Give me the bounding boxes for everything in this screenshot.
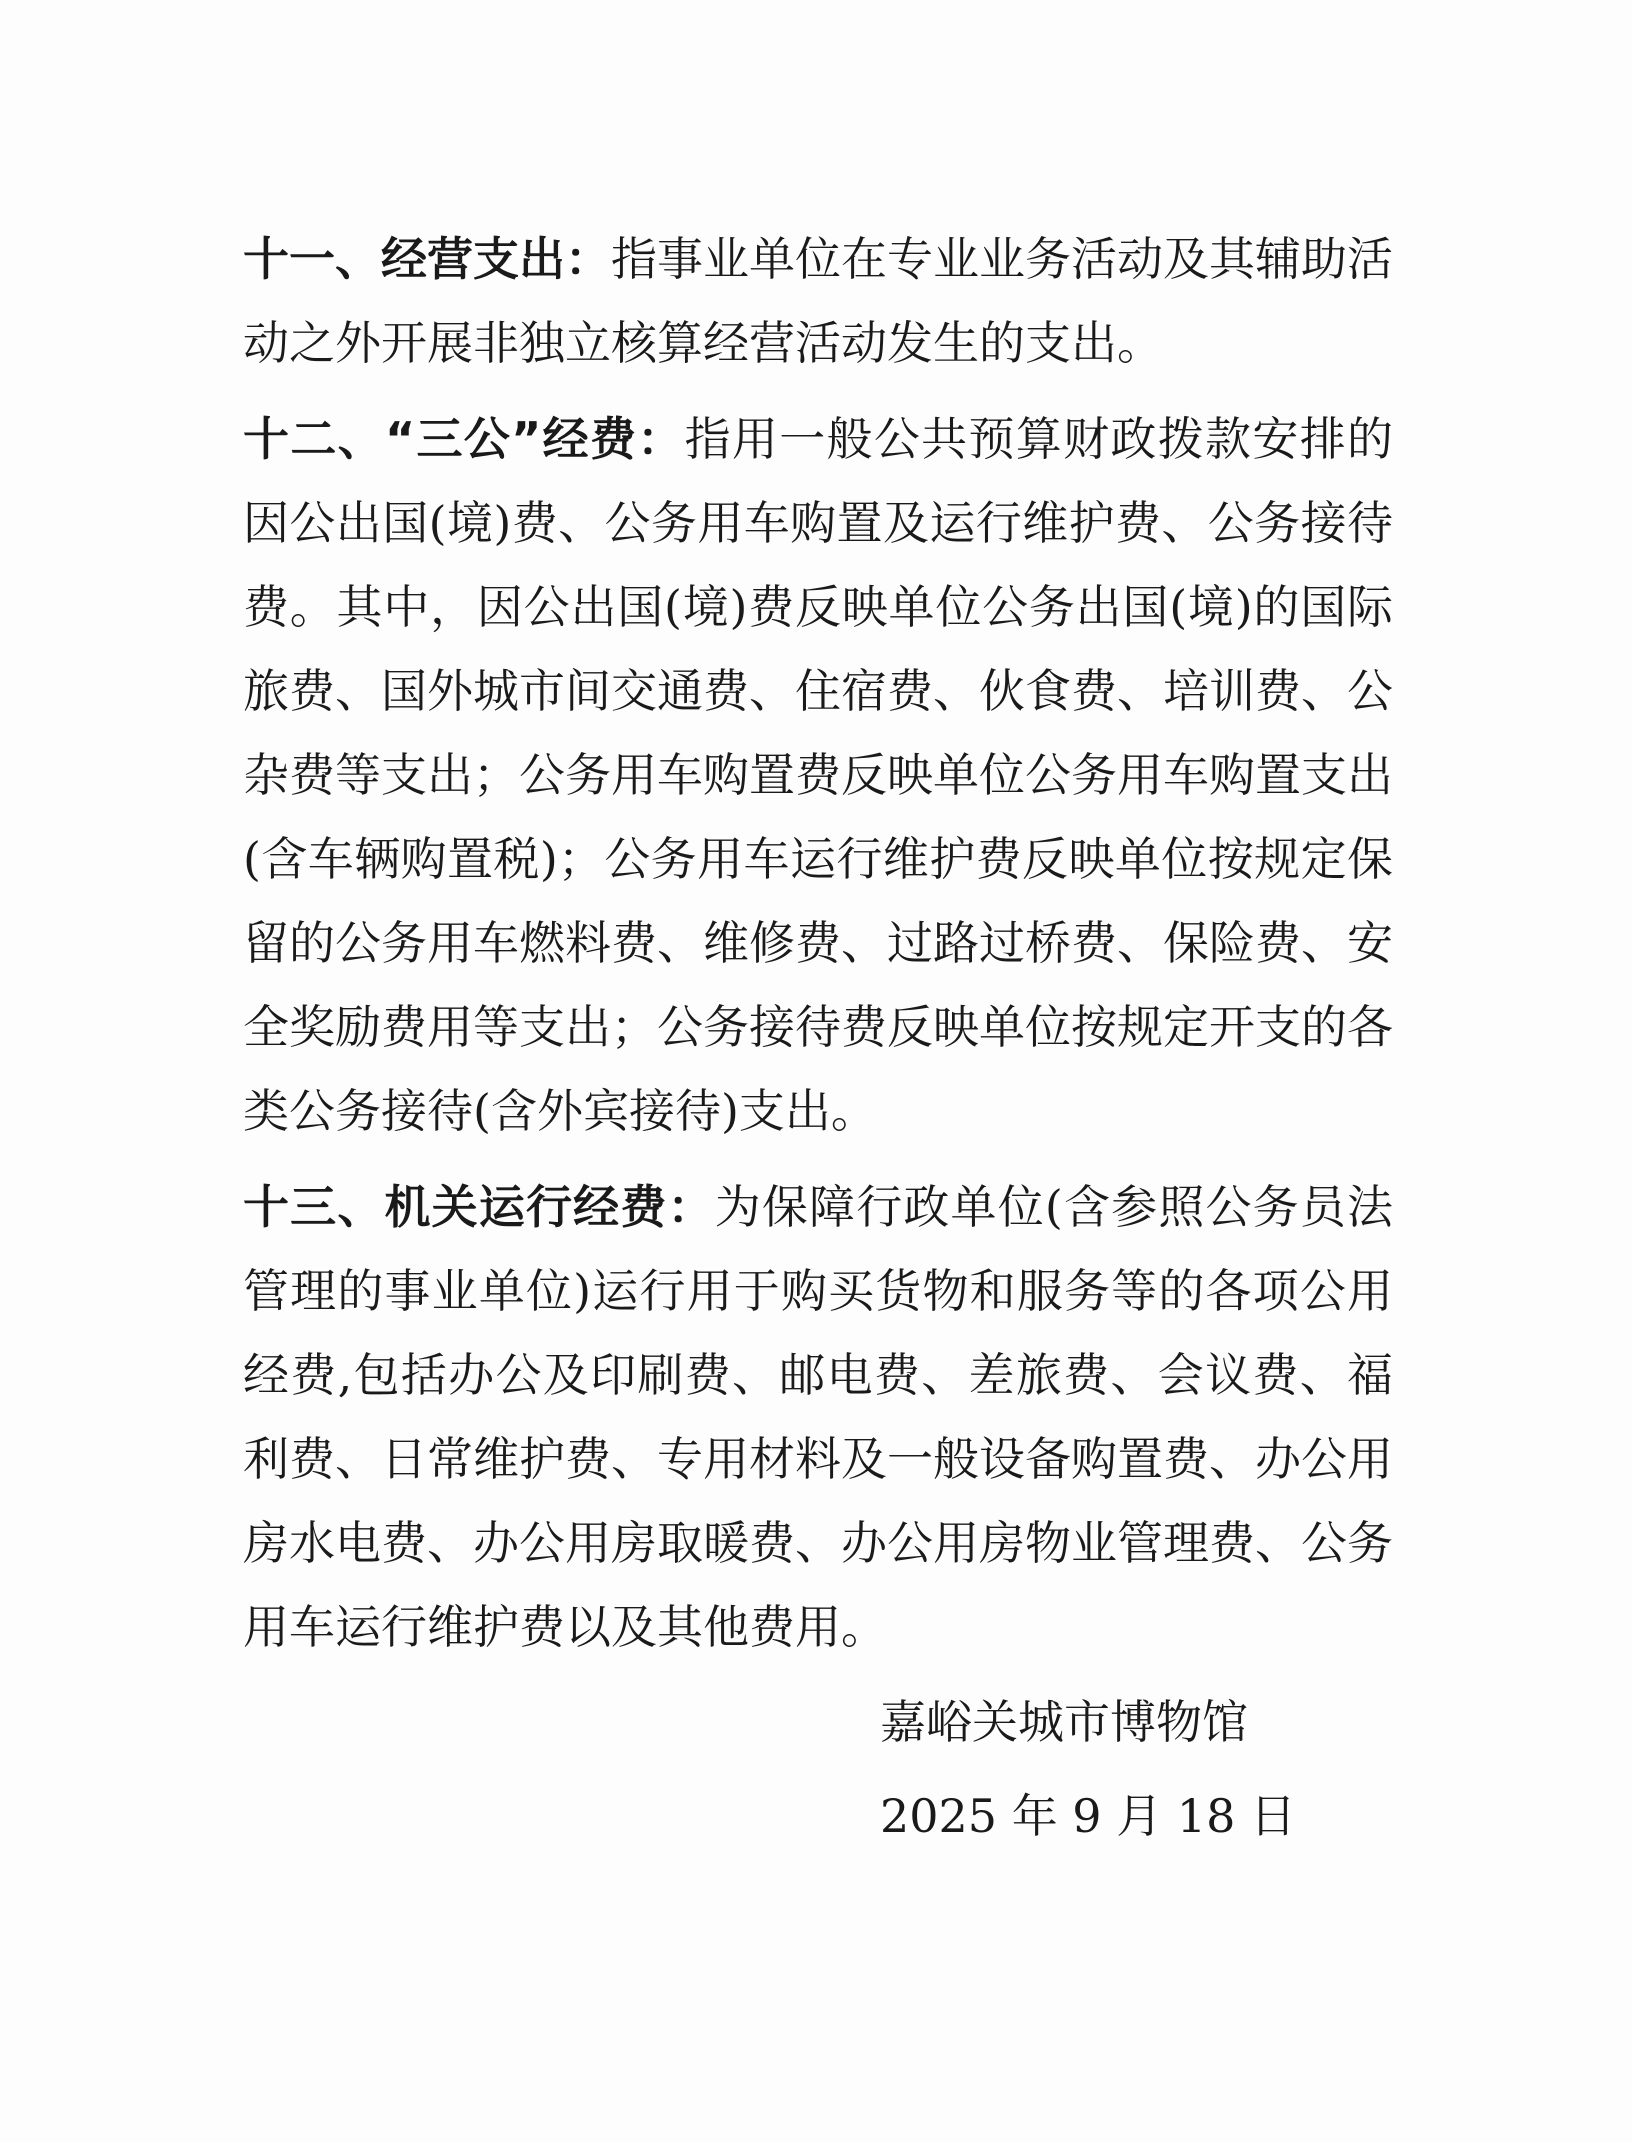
definition-three-public-expenses: 指用一般公共预算财政拨款安排的因公出国(境)费、公务用车购置及运行维护费、公务接待费。其中，因公出国(境)费反映单位公务出国(境)的国际旅费、国外城市间交通费、住宿费、伙食费、培训费、公杂费等支出；公务用车购置费反映单位公务用车购置支出(含车辆购置税)；公务用车运行维护费反映单位按规定保留的公务用车燃料费、维修费、过路过桥费、保险费、安全奖励费用等支出；公务接待费反映单位按规定开支的各类公务接待(含外宾接待)支出。	[243, 412, 1394, 1138]
paragraph-operating-expenses	[243, 217, 1393, 385]
term-three-public-expenses: 十二、“三公”经费：	[243, 412, 685, 466]
document-body	[243, 217, 1393, 1681]
definition-operating-expenses: 指事业单位在专业业务活动及其辅助活动之外开展非独立核算经营活动发生的支出。	[243, 232, 1393, 370]
definition-agency-operating-funds: 为保障行政单位(含参照公务员法管理的事业单位)运行用于购买货物和服务等的各项公用经费,包括办公及印刷费、邮电费、差旅费、会议费、福利费、日常维护费、专用材料及一般设备购置费、办公用房水电费、办公用房取暖费、办公用房物业管理费、公务用车运行维护费以及其他费用。	[243, 1180, 1393, 1654]
term-agency-operating-funds: 十三、机关运行经费：	[243, 1180, 715, 1234]
signature-date: 2025 年 9 月 18 日	[880, 1789, 1296, 1843]
signature-organization: 嘉峪关城市博物馆	[880, 1695, 1248, 1749]
paragraph-agency-operating-funds	[243, 1165, 1393, 1669]
signature-block	[880, 1675, 1296, 1863]
paragraph-three-public-expenses	[243, 397, 1393, 1153]
term-operating-expenses: 十一、经营支出：	[243, 232, 611, 286]
